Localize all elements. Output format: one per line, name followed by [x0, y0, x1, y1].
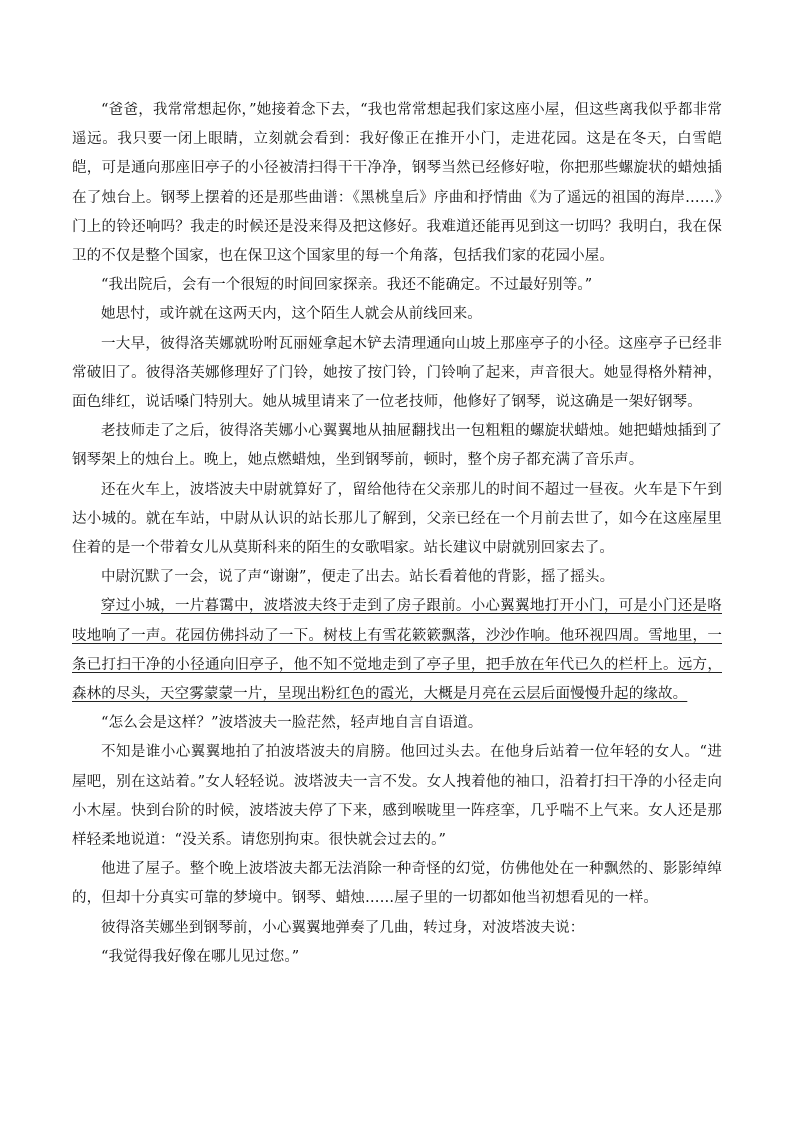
paragraph-letter-reading: “爸爸，我常常想起你，”她接着念下去，“我也常常想起我们家这座小屋，但这些离我似乎都非常遥远。我只要一闭上眼睛，立刻就会看到：我好像正在推开小门，走进花园。这是在冬天，白雪皑皑，可是通向那座旧亭子的小径被清扫得干干净净，钢琴当然已经修好啦，你把那些螺旋状的蜡烛插在了烛台上。钢琴上摆着的还是那些曲谱：《黑桃皇后》序曲和抒情曲《为了遥远的祖国的海岸……》门上的铃还响吗？我走的时候还是没来得及把这修好。我难道还能再见到这一切吗？我明白，我在保卫的不仅是整个国家，也在保卫这个国家里的每一个角落，包括我们家的花园小屋。	[72, 102, 722, 265]
paragraph-station-master: 中尉沉默了一会，说了声“谢谢”，便走了出去。站长看着他的背影，摇了摇头。	[101, 569, 615, 586]
paragraph-underlined-garden-scene: 穿过小城，一片暮霭中，波塔波夫终于走到了房子跟前。小心翼翼地打开小门，可是小门还是咯吱地响了一声。花园仿佛抖动了一下。树枝上有雪花簌簌飘落，沙沙作响。他环视四周。雪地里，一条已打扫干净的小径通向旧亭子，他不知不觉地走到了亭子里，把手放在年代已久的栏杆上。远方，森林的尽头，天空雾蒙蒙一片，呈现出粉红色的霞光，大概是月亮在云层后面慢慢升起的缘故。	[72, 598, 722, 703]
paragraph-letter-ending: “我出院后，会有一个很短的时间回家探亲。我还不能确定。不过最好别等。”	[101, 277, 593, 294]
paragraph-dreamlike-evening: 他进了屋子。整个晚上波塔波夫都无法消除一种奇怪的幻觉，仿佛他处在一种飘然的、影影绰绰的，但却十分真实可靠的梦境中。钢琴、蜡烛……屋子里的一切都如他当初想看见的一样。	[72, 861, 722, 907]
paragraph-her-thought: 她思忖，或许就在这两天内，这个陌生人就会从前线回来。	[101, 306, 482, 323]
paragraph-candles-music: 老技师走了之后，彼得洛芙娜小心翼翼地从抽屉翻找出一包粗粗的螺旋状蜡烛。她把蜡烛插到了钢琴架上的烛台上。晚上，她点燃蜡烛，坐到钢琴前，顿时，整个房子都充满了音乐声。	[72, 423, 722, 469]
paragraph-morning-preparation: 一大早，彼得洛芙娜就吩咐瓦丽娅拿起木铲去清理通向山坡上那座亭子的小径。这座亭子已经非常破旧了。彼得洛芙娜修理好了门铃，她按了按门铃，门铃响了起来，声音很大。她显得格外精神，面色绯红，说话嗓门特别大。她从城里请来了一位老技师，他修好了钢琴，说这确是一架好钢琴。	[72, 335, 722, 411]
document-body	[72, 96, 722, 972]
paragraph-final-line: “我觉得我好像在哪儿见过您。”	[101, 948, 300, 965]
paragraph-train-arrival: 还在火车上，波塔波夫中尉就算好了，留给他待在父亲那儿的时间不超过一昼夜。火车是下午到达小城的。就在车站，中尉从认识的站长那儿了解到，父亲已经在一个月前去世了，如今在这座屋里住着的是一个带着女儿从莫斯科来的陌生的女歌唱家。站长建议中尉就别回家去了。	[72, 481, 722, 557]
paragraph-bewildered: “怎么会是这样？”波塔波夫一脸茫然，轻声地自言自语道。	[101, 715, 483, 732]
paragraph-piano-playing: 彼得洛芙娜坐到钢琴前，小心翼翼地弹奏了几曲，转过身，对波塔波夫说：	[101, 919, 585, 936]
paragraph-young-woman: 不知是谁小心翼翼地拍了拍波塔波夫的肩膀。他回过头去。在他身后站着一位年轻的女人。“进屋吧，别在这站着。”女人轻轻说。波塔波夫一言不发。女人拽着他的袖口，沿着打扫干净的小径走向小木屋。快到台阶的时候，波塔波夫停了下来，感到喉咙里一阵痉挛，几乎喘不上气来。女人还是那样轻柔地说道：“没关系。请您别拘束。很快就会过去的。”	[72, 744, 722, 849]
